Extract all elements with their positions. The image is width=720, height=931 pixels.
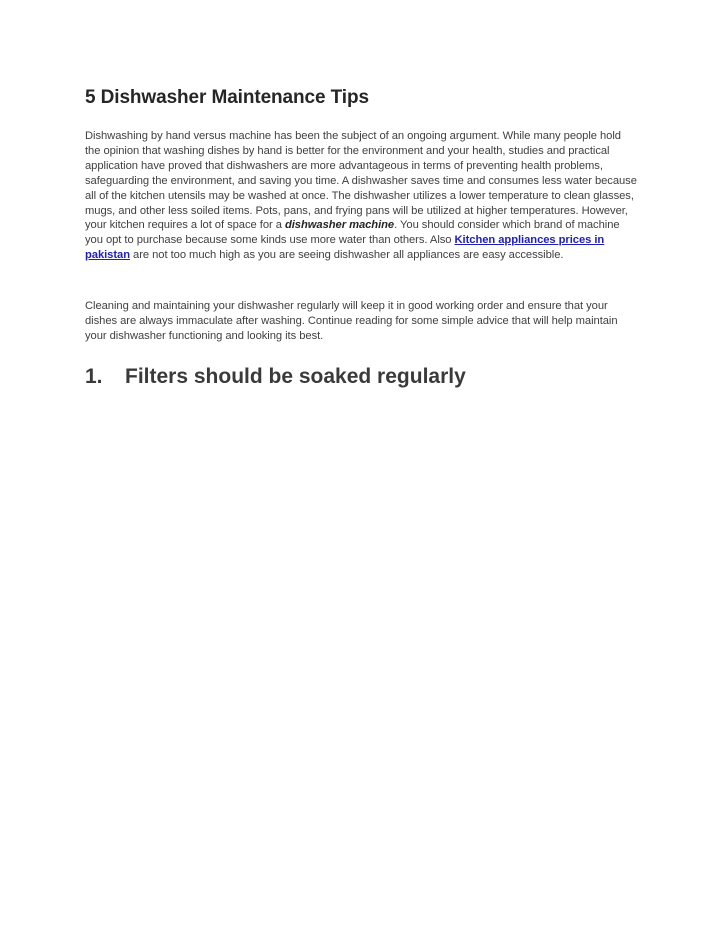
maintenance-paragraph: Cleaning and maintaining your dishwasher regularly will keep it in good working order and ensure that your dishes are always immaculate after washing. Continue reading for some simple advice that will help maintain your dishwasher functioning and looking its best. xyxy=(85,300,618,342)
section-1-number: 1. xyxy=(85,365,103,388)
kitchen-appliances-link[interactable]: Kitchen appliances prices in pakistan xyxy=(85,234,605,262)
section-1-title: Filters should be soaked regularly xyxy=(125,365,466,388)
intro-text-part-2: . You should consider which brand of machine you opt to purchase because some kinds use more water than others. Also xyxy=(85,219,620,247)
intro-text-part-3: are not too much high as you are seeing dishwasher all appliances are easy accessible. xyxy=(130,249,564,262)
document-title: 5 Dishwasher Maintenance Tips xyxy=(85,87,369,108)
section-1-heading xyxy=(85,365,466,389)
intro-text-part-1: Dishwashing by hand versus machine has been the subject of an ongoing argument. While many people hold the opinion that washing dishes by hand is better for the environment and your health, studies and practical application have proved that dishwashers are more advantageous in terms of preventing health problems, safeguarding the environment, and saving you time. A dishwasher saves time and consumes less water because all of the kitchen utensils may be washed at once. The dishwasher utilizes a lower temperature to clean glasses, mugs, and other less soiled items. Pots, pans, and frying pans will be utilized at higher temperatures. However, your kitchen requires a lot of space for a xyxy=(85,130,637,232)
dishwasher-machine-emphasis: dishwasher machine xyxy=(284,219,395,232)
intro-paragraph xyxy=(85,129,637,263)
